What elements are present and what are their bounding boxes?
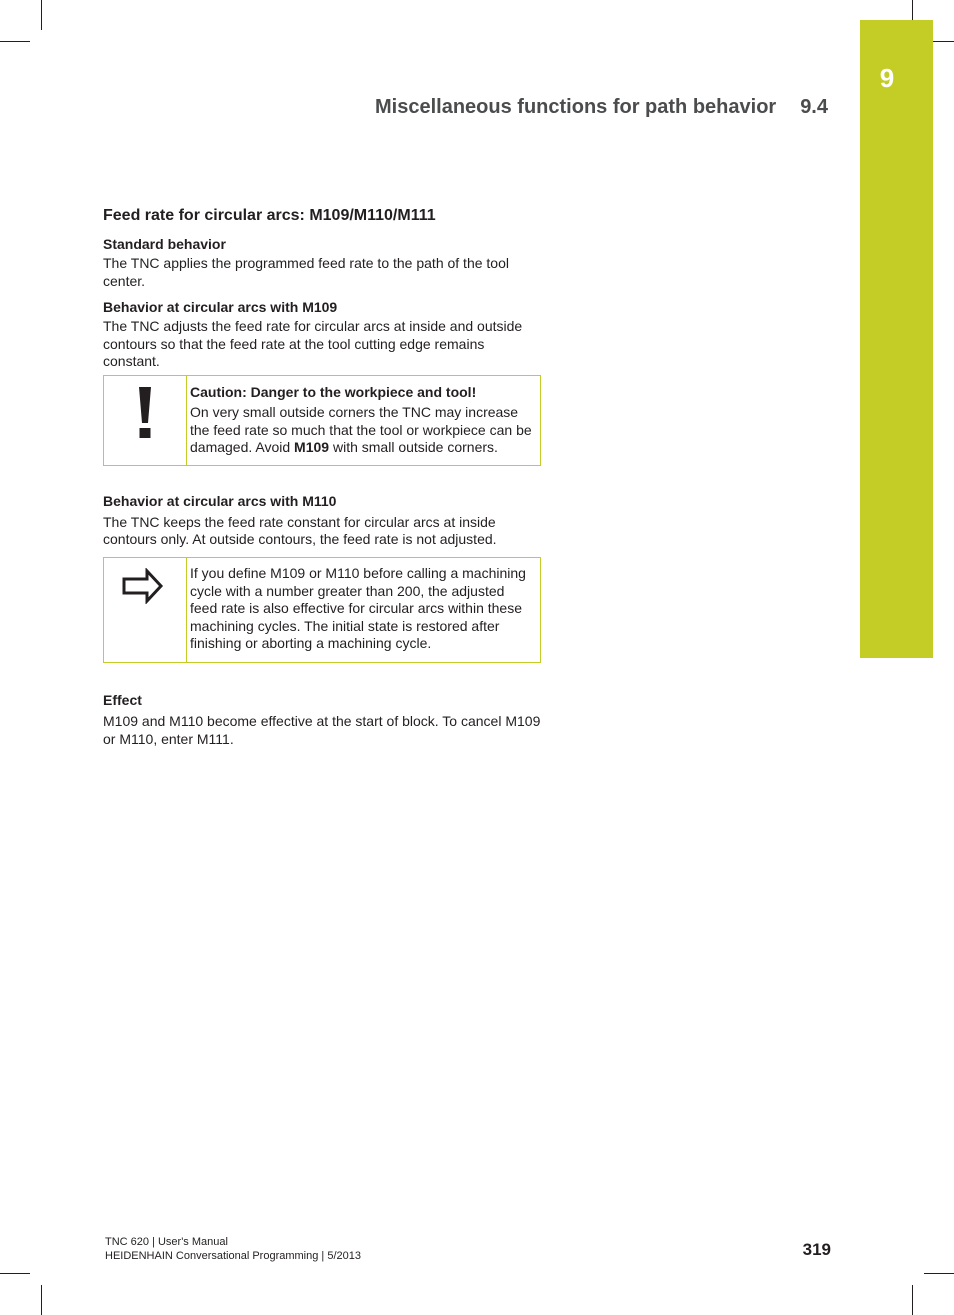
caution-text bbox=[190, 404, 532, 457]
tip-icon-cell bbox=[104, 558, 187, 662]
crop-mark bbox=[0, 41, 30, 42]
main-content bbox=[103, 200, 543, 748]
caution-text-cell bbox=[189, 376, 540, 465]
m110-text: The TNC keeps the feed rate constant for circular arcs at inside contours only. At outside contours, the feed rate is not adjusted. bbox=[103, 513, 497, 548]
caution-text-start: On very small outside corners the TNC may increase the feed rate so much that the tool or workpiece can be damaged. Avoid bbox=[190, 403, 532, 456]
caution-title: Caution: Danger to the workpiece and tool! bbox=[190, 383, 477, 400]
chapter-tab bbox=[860, 20, 933, 658]
caution-note bbox=[103, 375, 541, 466]
m109-text: The TNC adjusts the feed rate for circular arcs at inside and outside contours so that the feed rate at the tool cutting edge remains constant. bbox=[103, 318, 523, 370]
running-head-section-number: 9.4 bbox=[800, 96, 828, 118]
arrow-right-icon bbox=[121, 568, 165, 604]
page-number: 319 bbox=[802, 1240, 831, 1259]
caution-text-end: with small outside corners. bbox=[329, 439, 498, 456]
chapter-number: 9 bbox=[879, 63, 895, 93]
caution-text-code: M109 bbox=[294, 439, 330, 456]
crop-mark bbox=[924, 1273, 954, 1274]
tip-note bbox=[103, 557, 541, 663]
m110-heading: Behavior at circular arcs with M110 bbox=[103, 492, 337, 509]
m109-heading: Behavior at circular arcs with M109 bbox=[103, 299, 338, 316]
crop-mark bbox=[41, 1285, 42, 1315]
running-head bbox=[300, 96, 828, 119]
effect-heading: Effect bbox=[103, 691, 142, 708]
footer-line-2: HEIDENHAIN Conversational Programming | 5/2013 bbox=[105, 1250, 361, 1262]
running-head-title: Miscellaneous functions for path behavior bbox=[375, 96, 777, 118]
crop-mark bbox=[912, 1285, 913, 1315]
standard-behavior-text: The TNC applies the programmed feed rate to the path of the tool center. bbox=[103, 255, 509, 289]
exclamation-icon bbox=[135, 387, 155, 439]
tip-text-cell bbox=[189, 558, 540, 662]
footer bbox=[105, 1235, 361, 1263]
effect-text: M109 and M110 become effective at the start of block. To cancel M109 or M110, enter M111. bbox=[103, 712, 541, 747]
standard-behavior-heading: Standard behavior bbox=[103, 236, 226, 252]
tip-text: If you define M109 or M110 before calling a machining cycle with a number greater than 200, the adjusted feed rate is also effective for circular arcs within these machining cycles. The initial state is restored after finishing or aborting a machining cycle. bbox=[190, 564, 526, 652]
crop-mark bbox=[0, 1273, 30, 1274]
caution-icon-cell bbox=[104, 376, 187, 465]
footer-line-1: TNC 620 | User's Manual bbox=[105, 1236, 228, 1248]
crop-mark bbox=[41, 0, 42, 30]
section-heading: Feed rate for circular arcs: M109/M110/M111 bbox=[103, 207, 436, 224]
